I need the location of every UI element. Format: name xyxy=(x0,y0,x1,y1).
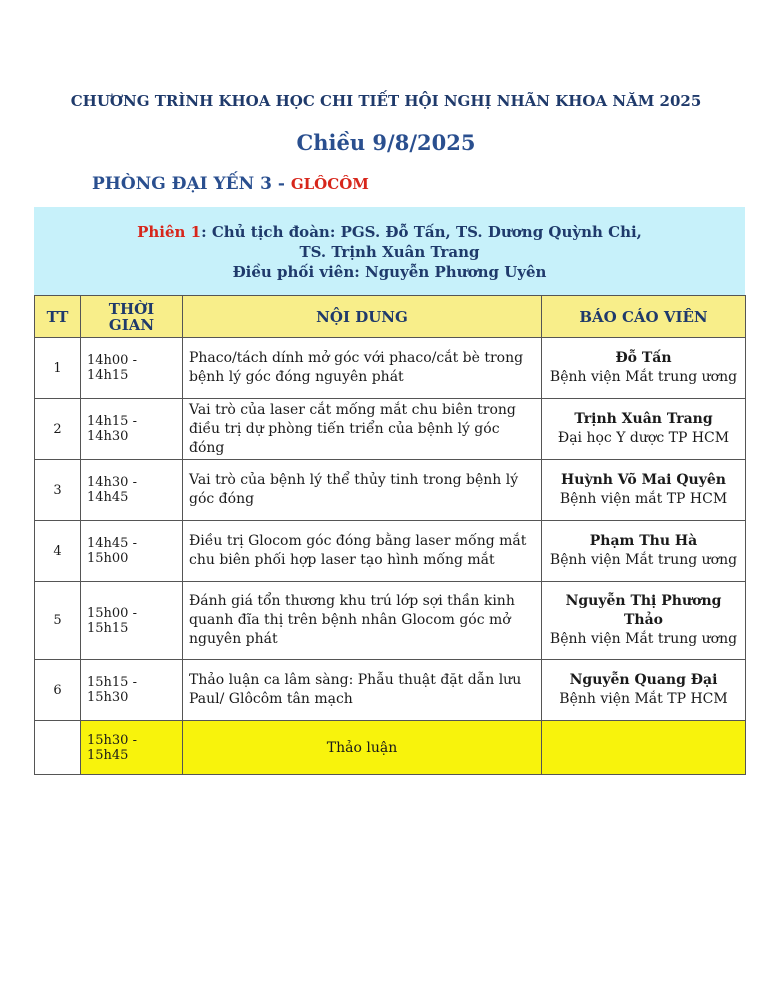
speaker-org: Bệnh viện Mắt trung ương xyxy=(549,631,738,647)
row-time: 14h15 - 14h30 xyxy=(81,399,183,460)
row-number: 2 xyxy=(35,399,81,460)
header-content: NỘI DUNG xyxy=(183,296,542,338)
table-row xyxy=(35,338,746,399)
document-title: CHƯƠNG TRÌNH KHOA HỌC CHI TIẾT HỘI NGHỊ NHÃN KHOA NĂM 2025 xyxy=(70,92,702,110)
schedule-table xyxy=(34,295,746,775)
room-name: PHÒNG ĐẠI YẾN 3 - xyxy=(92,174,291,194)
row-speaker xyxy=(542,660,746,721)
table-header-row xyxy=(35,296,746,338)
row-content: Vai trò của bệnh lý thể thủy tinh trong bệnh lý góc đóng xyxy=(183,460,542,521)
speaker-name: Nguyễn Thị Phương Thảo xyxy=(565,593,722,628)
row-number: 5 xyxy=(35,582,81,660)
speaker-name: Huỳnh Võ Mai Quyên xyxy=(561,472,726,488)
table-row xyxy=(35,521,746,582)
speaker-org: Bệnh viện Mắt TP HCM xyxy=(559,691,728,707)
session-info xyxy=(34,207,745,295)
row-content: Điều trị Glocom góc đóng bằng laser mống mắt chu biên phối hợp laser tạo hình mống mắt xyxy=(183,521,542,582)
row-content: Vai trò của laser cắt mống mắt chu biên trong điều trị dự phòng tiến triển của bệnh lý góc đóng xyxy=(183,399,542,460)
header-time-line2: GIAN xyxy=(108,315,155,334)
discussion-speaker xyxy=(542,721,746,775)
row-speaker xyxy=(542,582,746,660)
header-speaker: BÁO CÁO VIÊN xyxy=(542,296,746,338)
session-label: Phiên 1 xyxy=(137,223,202,241)
row-time: 14h45 - 15h00 xyxy=(81,521,183,582)
speaker-org: Đại học Y dược TP HCM xyxy=(557,430,730,446)
document-date: Chiều 9/8/2025 xyxy=(296,130,476,155)
speaker-name: Phạm Thu Hà xyxy=(589,533,698,549)
row-time: 14h30 - 14h45 xyxy=(81,460,183,521)
table-row xyxy=(35,460,746,521)
speaker-name: Trịnh Xuân Trang xyxy=(574,411,713,427)
row-time: 15h15 - 15h30 xyxy=(81,660,183,721)
header-time-line1: THỜI xyxy=(108,299,155,318)
row-speaker xyxy=(542,338,746,399)
speaker-org: Bệnh viện mắt TP HCM xyxy=(559,491,728,507)
row-time: 14h00 - 14h15 xyxy=(81,338,183,399)
row-speaker xyxy=(542,460,746,521)
room-heading xyxy=(92,174,369,194)
row-number: 6 xyxy=(35,660,81,721)
speaker-name: Nguyễn Quang Đại xyxy=(569,672,718,688)
discussion-row xyxy=(35,721,746,775)
row-speaker xyxy=(542,521,746,582)
discussion-content: Thảo luận xyxy=(183,721,542,775)
header-tt: TT xyxy=(35,296,81,338)
row-number: 1 xyxy=(35,338,81,399)
speaker-org: Bệnh viện Mắt trung ương xyxy=(549,369,738,385)
row-time: 15h00 - 15h15 xyxy=(81,582,183,660)
row-content: Phaco/tách dính mở góc với phaco/cắt bè trong bệnh lý góc đóng nguyên phát xyxy=(183,338,542,399)
row-number: 3 xyxy=(35,460,81,521)
discussion-number xyxy=(35,721,81,775)
session-chairs xyxy=(34,222,745,242)
header-time xyxy=(81,296,183,338)
table-row xyxy=(35,582,746,660)
session-coordinator: Điều phối viên: Nguyễn Phương Uyên xyxy=(232,263,547,281)
session-chairs-line1: : Chủ tịch đoàn: PGS. Đỗ Tấn, TS. Dương Quỳnh Chi, xyxy=(201,223,642,241)
speaker-org: Bệnh viện Mắt trung ương xyxy=(549,552,738,568)
session-chairs-line2: TS. Trịnh Xuân Trang xyxy=(299,243,480,261)
row-content: Thảo luận ca lâm sàng: Phẫu thuật đặt dẫn lưu Paul/ Glôcôm tân mạch xyxy=(183,660,542,721)
row-speaker xyxy=(542,399,746,460)
row-number: 4 xyxy=(35,521,81,582)
table-row xyxy=(35,660,746,721)
speaker-name: Đỗ Tấn xyxy=(615,350,672,366)
discussion-time: 15h30 - 15h45 xyxy=(81,721,183,775)
table-row xyxy=(35,399,746,460)
row-content: Đánh giá tổn thương khu trú lớp sợi thần kinh quanh đĩa thị trên bệnh nhân Glocom góc mở nguyên phát xyxy=(183,582,542,660)
room-topic: GLÔCÔM xyxy=(290,175,369,193)
